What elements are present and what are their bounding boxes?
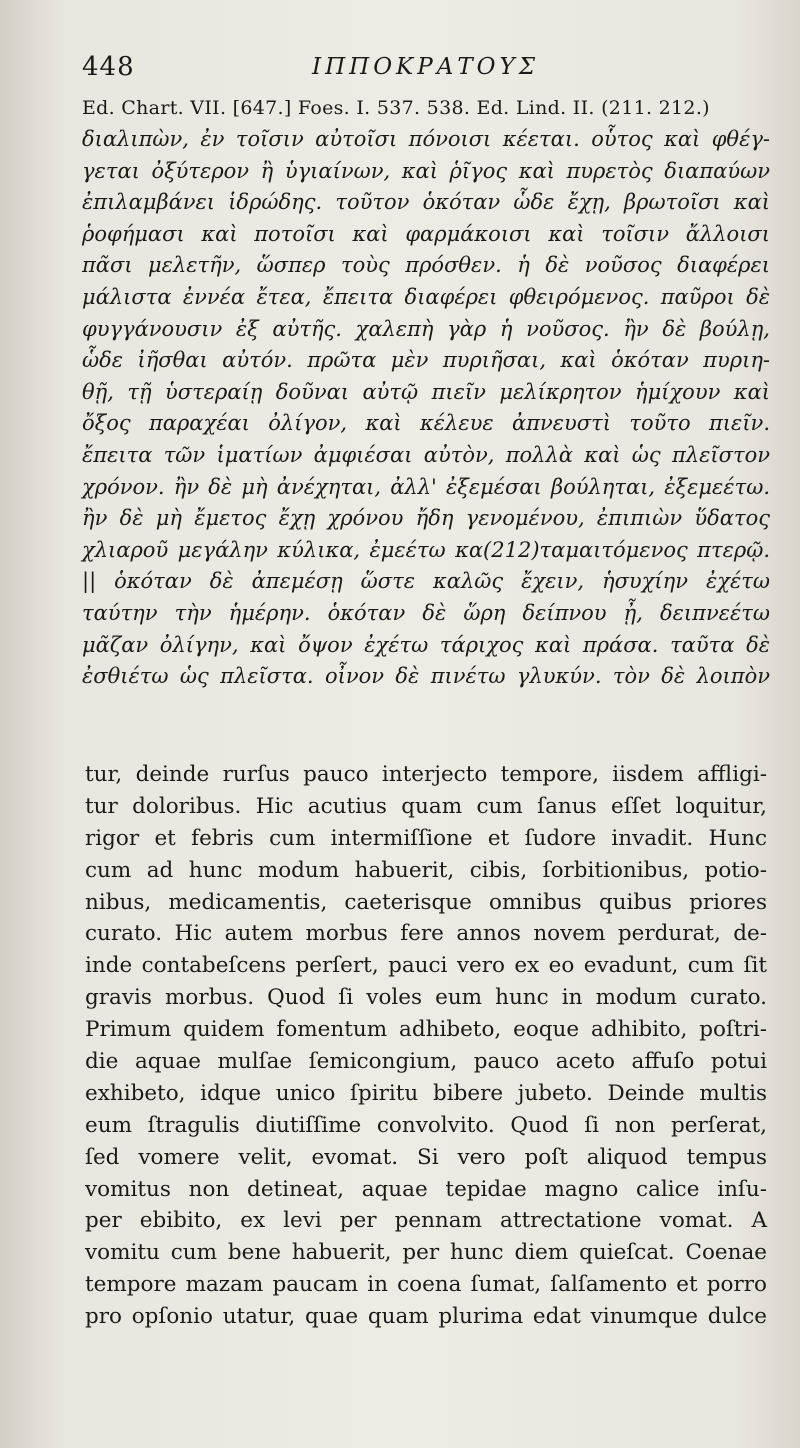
- greek-text-line: ὧδε ἰῆσθαι αὐτόν. πρῶτα μὲν πυριῆσαι, καὶ ὁκόταν πυριη-: [82, 348, 770, 373]
- latin-text-line: cum ad hunc modum habuerit, cibis, ſorbitionibus, potio-: [85, 857, 767, 883]
- greek-text-line: φυγγάνουσιν ἐξ αὐτῆς. χαλεπὴ γὰρ ἡ νοῦσος. ἢν δὲ βούλῃ,: [82, 316, 770, 341]
- latin-text-line: die aquae mulſae ſemicongium, pauco aceto affuſo potui: [85, 1049, 767, 1075]
- greek-text-line: ὄξος παραχέαι ὀλίγον, καὶ κέλευε ἀπνευστὶ τοῦτο πιεῖν.: [82, 411, 770, 436]
- latin-text-line: rigor et febris cum intermiſſione et ſudore invadit. Hunc: [85, 825, 767, 851]
- greek-text-line: θῇ, τῇ ὑστεραίῃ δοῦναι αὐτῷ πιεῖν μελίκρητον ἡμίχουν καὶ: [82, 379, 770, 404]
- greek-text-line: ἐπιλαμβάνει ἱδρώδης. τοῦτον ὁκόταν ὧδε ἔχῃ, βρωτοῖσι καὶ: [82, 190, 770, 215]
- greek-text-line: μᾶζαν ὀλίγην, καὶ ὄψον ἐχέτω τάριχος καὶ πράσα. ταῦτα δὲ: [82, 632, 770, 657]
- greek-text-line: ταύτην τὴν ἡμέρην. ὁκόταν δὲ ὥρη δείπνου ᾖ, δειπνεέτω: [82, 600, 770, 625]
- greek-text-line: ῥοφήμασι καὶ ποτοῖσι καὶ φαρμάκοισι καὶ τοῖσιν ἄλλοισι: [82, 221, 770, 246]
- latin-text-line: gravis morbus. Quod ſi voles eum hunc in modum curato.: [85, 985, 767, 1011]
- latin-text-line: tur, deinde rurſus pauco interjecto tempore, iisdem affligi-: [85, 762, 767, 787]
- page-header: [82, 52, 762, 90]
- page-number: 448: [82, 52, 135, 82]
- greek-text-line: ἢν δὲ μὴ ἔμετος ἔχῃ χρόνου ἤδη γενομένου, ἐπιπιὼν ὕδατος: [82, 506, 770, 531]
- latin-text-line: pro opſonio utatur, quae quam plurima edat vinumque dulce: [85, 1304, 767, 1330]
- latin-text-line: Primum quidem fomentum adhibeto, eoque adhibito, poſtri-: [85, 1017, 767, 1043]
- latin-text-line: tempore mazam paucam in coena ſumat, ſalſamento et porro: [85, 1272, 767, 1298]
- latin-text-line: vomitus non detineat, aquae tepidae magno calice inſu-: [85, 1176, 767, 1202]
- latin-text-line: vomitu cum bene habuerit, per hunc diem quieſcat. Coenae: [85, 1240, 767, 1266]
- greek-text-line: ἐσθιέτω ὡς πλεῖστα. οἶνον δὲ πινέτω γλυκύν. τὸν δὲ λοιπὸν: [82, 664, 770, 689]
- greek-text-block: [82, 124, 770, 693]
- greek-text-line: || ὁκόταν δὲ ἀπεμέσῃ ὥστε καλῶς ἔχειν, ἡσυχίην ἐχέτω: [82, 569, 770, 594]
- greek-text-line: χλιαροῦ μεγάλην κύλικα, ἐμεέτω κα(212)ταμαιτόμενος πτερῷ.: [82, 537, 770, 562]
- greek-text-line: διαλιπὼν, ἐν τοῖσιν αὐτοῖσι πόνοισι κέεται. οὗτος καὶ φθέγ-: [82, 127, 770, 151]
- greek-text-line: μάλιστα ἐννέα ἔτεα, ἔπειτα διαφέρει φθειρόμενος. παῦροι δὲ: [82, 284, 770, 309]
- latin-text-line: tur doloribus. Hic acutius quam cum ſanus eſſet loquitur,: [85, 793, 767, 819]
- latin-text-line: nibus, medicamentis, caeterisque omnibus quibus priores: [85, 889, 767, 915]
- latin-text-line: inde contabeſcens perſert, pauci vero ex eo evadunt, cum ſit: [85, 953, 767, 979]
- latin-text-line: exhibeto, idque unico ſpiritu bibere jubeto. Deinde multis: [85, 1080, 767, 1106]
- latin-text-line: per ebibito, ex levi per pennam attrectatione vomat. A: [85, 1208, 767, 1234]
- latin-text-line: ſed vomere velit, evomat. Si vero poſt aliquod tempus: [85, 1144, 767, 1170]
- latin-text-line: eum ſtragulis diutiſſime convolvito. Quod ſi non perſerat,: [85, 1112, 767, 1138]
- latin-text-line: curato. Hic autem morbus fere annos novem perdurat, de-: [85, 921, 767, 947]
- greek-text-line: ἔπειτα τῶν ἱματίων ἀμφιέσαι αὐτὸν, πολλὰ καὶ ὡς πλεῖστον: [82, 442, 770, 467]
- greek-text-line: γεται ὀξύτερον ἢ ὑγιαίνων, καὶ ῥῖγος καὶ πυρετὸς διαπαύων: [82, 158, 770, 183]
- running-title: ΙΠΠΟΚΡΑΤΟΥΣ: [312, 54, 539, 80]
- greek-text-line: χρόνον. ἢν δὲ μὴ ἀνέχηται, ἀλλ' ἐξεμέσαι βούληται, ἐξεμεέτω.: [82, 474, 770, 499]
- latin-translation-block: [85, 759, 767, 1333]
- edition-reference-line: Ed. Chart. VII. [647.] Foes. I. 537. 538. Ed. Lind. II. (211. 212.): [82, 97, 710, 119]
- greek-text-line: πᾶσι μελετῆν, ὥσπερ τοὺς πρόσθεν. ἡ δὲ νοῦσος διαφέρει: [82, 253, 770, 278]
